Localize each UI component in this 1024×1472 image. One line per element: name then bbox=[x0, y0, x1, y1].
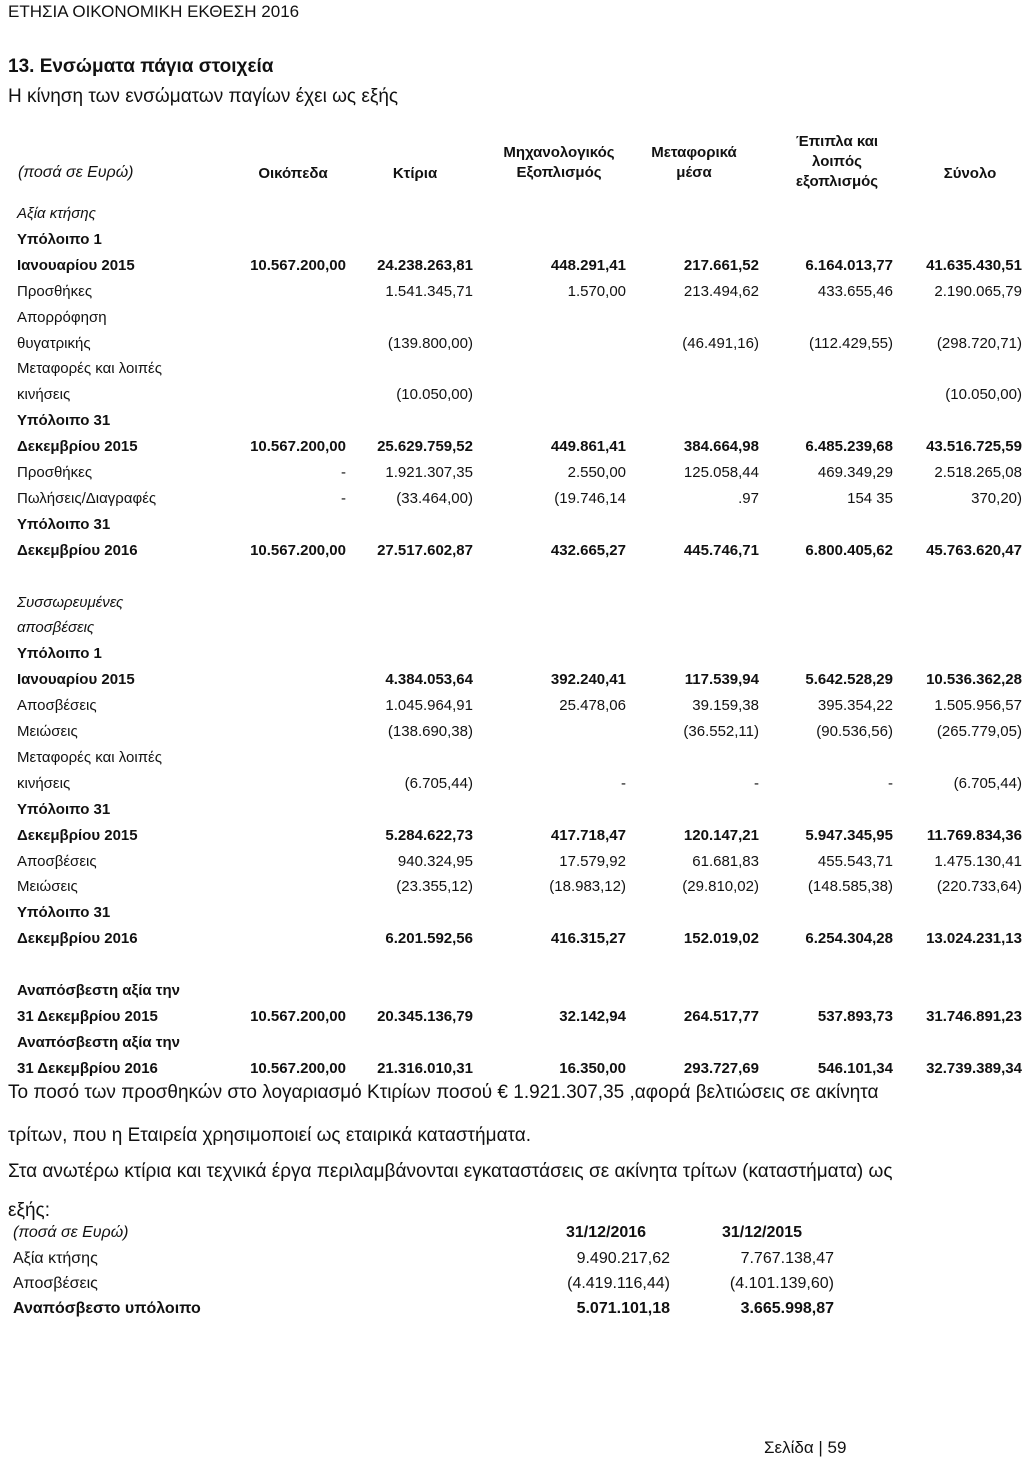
table-row bbox=[0, 438, 1024, 462]
cell-vehicles: 213.494,62 bbox=[683, 283, 759, 300]
cell-buildings: 6.201.592,56 bbox=[385, 930, 473, 947]
cell-vehicles: 264.517,77 bbox=[683, 1008, 759, 1025]
row-label: Ιανουαρίου 2015 bbox=[17, 671, 135, 688]
paragraph-2: τρίτων, που η Εταιρεία χρησιμοποιεί ως εταιρικά καταστήματα. bbox=[8, 1125, 532, 1146]
cell-machinery: 1.570,00 bbox=[567, 283, 626, 300]
cell-vehicles: 217.661,52 bbox=[683, 257, 759, 274]
table-row bbox=[0, 853, 1024, 877]
cell-vehicles: (46.491,16) bbox=[682, 335, 759, 352]
cell-buildings: (23.355,12) bbox=[396, 878, 473, 895]
table-row bbox=[0, 1034, 1024, 1058]
table-row bbox=[0, 878, 1024, 902]
cell-total: 32.739.389,34 bbox=[926, 1060, 1022, 1077]
column-header-total: Σύνολο bbox=[943, 165, 997, 182]
cell-total: 13.024.231,13 bbox=[926, 930, 1022, 947]
cell-vehicles: 384.664,98 bbox=[683, 438, 759, 455]
cell-machinery: 32.142,94 bbox=[559, 1008, 626, 1025]
table-row bbox=[0, 516, 1024, 540]
table-row bbox=[0, 464, 1024, 488]
cell-total: (6.705,44) bbox=[953, 775, 1022, 792]
table-row bbox=[0, 671, 1024, 695]
cell-2016: 5.071.101,18 bbox=[576, 1300, 670, 1317]
cell-machinery: 432.665,27 bbox=[550, 542, 626, 559]
row-label: κινήσεις bbox=[17, 775, 71, 792]
cell-buildings: (10.050,00) bbox=[396, 386, 473, 403]
row-label: Υπόλοιπο 31 bbox=[17, 516, 111, 533]
cell-2015: 7.767.138,47 bbox=[740, 1250, 834, 1267]
cell-machinery: (18.983,12) bbox=[549, 878, 626, 895]
cell-land: - bbox=[341, 464, 346, 481]
cell-total: 1.505.956,57 bbox=[934, 697, 1022, 714]
row-label: Υπόλοιπο 31 bbox=[17, 412, 111, 429]
cell-land: 10.567.200,00 bbox=[250, 257, 346, 274]
row-label: Υπόλοιπο 31 bbox=[17, 904, 111, 921]
row-label: Προσθήκες bbox=[17, 283, 93, 300]
table2-column-2015: 31/12/2015 bbox=[722, 1224, 803, 1241]
cell-land: 10.567.200,00 bbox=[250, 438, 346, 455]
row-label: Αξία κτήσης bbox=[17, 205, 96, 222]
row-label: Δεκεμβρίου 2016 bbox=[17, 930, 138, 947]
cell-vehicles: 39.159,38 bbox=[692, 697, 759, 714]
table-row bbox=[0, 205, 1024, 229]
cell-total: (265.779,05) bbox=[936, 723, 1022, 740]
table-row bbox=[0, 982, 1024, 1006]
cell-land: - bbox=[341, 490, 346, 507]
row-label: 31 Δεκεμβρίου 2015 bbox=[17, 1008, 158, 1025]
cell-furniture: 433.655,46 bbox=[817, 283, 893, 300]
cell-furniture: 6.485.239,68 bbox=[805, 438, 893, 455]
cell-machinery: 448.291,41 bbox=[550, 257, 626, 274]
row-label: Συσσωρευμένες bbox=[17, 594, 124, 611]
cell-vehicles: (29.810,02) bbox=[682, 878, 759, 895]
row-label: αποσβέσεις bbox=[17, 619, 95, 636]
table-row bbox=[0, 568, 1024, 592]
cell-buildings: 1.045.964,91 bbox=[385, 697, 473, 714]
cell-furniture: (90.536,56) bbox=[816, 723, 893, 740]
table-units-label: (ποσά σε Ευρώ) bbox=[18, 164, 134, 181]
cell-total: (220.733,64) bbox=[936, 878, 1022, 895]
cell-total: 41.635.430,51 bbox=[926, 257, 1022, 274]
cell-machinery: 17.579,92 bbox=[559, 853, 626, 870]
table-row bbox=[0, 542, 1024, 566]
table-row bbox=[0, 956, 1024, 980]
table-row bbox=[0, 930, 1024, 954]
cell-total: (10.050,00) bbox=[945, 386, 1022, 403]
row-label: κινήσεις bbox=[17, 386, 71, 403]
cell-machinery: 16.350,00 bbox=[559, 1060, 626, 1077]
cell-total: 11.769.834,36 bbox=[926, 827, 1022, 844]
cell-machinery: 449.861,41 bbox=[550, 438, 626, 455]
cell-total: 45.763.620,47 bbox=[926, 542, 1022, 559]
cell-land: 10.567.200,00 bbox=[250, 1060, 346, 1077]
table-row bbox=[0, 697, 1024, 721]
row-label: Προσθήκες bbox=[17, 464, 93, 481]
table-row bbox=[0, 386, 1024, 410]
cell-vehicles: .97 bbox=[738, 490, 759, 507]
table-row bbox=[0, 749, 1024, 773]
cell-furniture: 6.254.304,28 bbox=[805, 930, 893, 947]
table-row bbox=[0, 412, 1024, 436]
table-row bbox=[0, 827, 1024, 851]
cell-furniture: 5.947.345,95 bbox=[805, 827, 893, 844]
table-row bbox=[0, 645, 1024, 669]
cell-vehicles: (36.552,11) bbox=[683, 723, 759, 740]
page-number: Σελίδα | 59 bbox=[764, 1438, 847, 1457]
cell-furniture: 469.349,29 bbox=[817, 464, 893, 481]
column-header-land: Οικόπεδα bbox=[258, 165, 328, 182]
cell-machinery: (19.746,14 bbox=[554, 490, 626, 507]
table-row bbox=[0, 360, 1024, 384]
row-label: Αναπόσβεστη αξία την bbox=[17, 982, 180, 999]
cell-machinery: 392.240,41 bbox=[550, 671, 626, 688]
cell-furniture: 5.642.528,29 bbox=[805, 671, 893, 688]
cell-vehicles: 293.727,69 bbox=[683, 1060, 759, 1077]
cell-buildings: (138.690,38) bbox=[387, 723, 473, 740]
row-label: Δεκεμβρίου 2016 bbox=[17, 542, 138, 559]
table-row bbox=[0, 335, 1024, 359]
cell-vehicles: 117.539,94 bbox=[684, 671, 759, 688]
cell-2016: 9.490.217,62 bbox=[576, 1250, 670, 1267]
cell-vehicles: 125.058,44 bbox=[683, 464, 759, 481]
cell-total: 2.518.265,08 bbox=[934, 464, 1022, 481]
cell-total: 370,20) bbox=[971, 490, 1022, 507]
cell-buildings: 940.324,95 bbox=[397, 853, 473, 870]
cell-furniture: 395.354,22 bbox=[817, 697, 893, 714]
table-row bbox=[0, 490, 1024, 514]
row-label: Δεκεμβρίου 2015 bbox=[17, 438, 138, 455]
row-label: Υπόλοιπο 1 bbox=[17, 645, 102, 662]
row-label: Μεταφορές και λοιπές bbox=[17, 360, 162, 377]
table-row bbox=[0, 1008, 1024, 1032]
cell-furniture: 546.101,34 bbox=[817, 1060, 893, 1077]
cell-furniture: 6.164.013,77 bbox=[805, 257, 893, 274]
cell-machinery: - bbox=[621, 775, 626, 792]
cell-vehicles: 445.746,71 bbox=[683, 542, 759, 559]
row-label: Ιανουαρίου 2015 bbox=[17, 257, 135, 274]
column-header-furniture: Έπιπλα και λοιπός εξοπλισμός bbox=[795, 133, 879, 190]
cell-machinery: 25.478,06 bbox=[559, 697, 626, 714]
cell-2016: (4.419.116,44) bbox=[567, 1275, 670, 1292]
table-row bbox=[0, 309, 1024, 333]
cell-buildings: 20.345.136,79 bbox=[377, 1008, 473, 1025]
table-row bbox=[0, 723, 1024, 747]
cell-buildings: 24.238.263,81 bbox=[377, 257, 473, 274]
cell-buildings: 25.629.759,52 bbox=[377, 438, 473, 455]
cell-total: 31.746.891,23 bbox=[926, 1008, 1022, 1025]
row-label: Υπόλοιπο 1 bbox=[17, 231, 102, 248]
cell-furniture: 455.543,71 bbox=[817, 853, 893, 870]
cell-machinery: 2.550,00 bbox=[567, 464, 626, 481]
table2-row bbox=[0, 1275, 1024, 1299]
cell-total: 10.536.362,28 bbox=[926, 671, 1022, 688]
table-row bbox=[0, 594, 1024, 618]
report-header: ΕΤΗΣΙΑ ΟΙΚΟΝΟΜΙΚΗ ΕΚΘΕΣΗ 2016 bbox=[8, 2, 300, 21]
cell-buildings: 21.316.010,31 bbox=[377, 1060, 473, 1077]
row-label: Δεκεμβρίου 2015 bbox=[17, 827, 138, 844]
cell-buildings: 1.921.307,35 bbox=[385, 464, 473, 481]
cell-2015: (4.101.139,60) bbox=[729, 1275, 834, 1292]
cell-furniture: (148.585,38) bbox=[807, 878, 893, 895]
cell-furniture: 537.893,73 bbox=[817, 1008, 893, 1025]
section-title: 13. Ενσώματα πάγια στοιχεία bbox=[8, 56, 274, 77]
table-row bbox=[0, 619, 1024, 643]
cell-total: 2.190.065,79 bbox=[934, 283, 1022, 300]
table2-units-label: (ποσά σε Ευρώ) bbox=[13, 1224, 129, 1241]
row-label: Αξία κτήσης bbox=[13, 1250, 98, 1267]
cell-furniture: 154 35 bbox=[847, 490, 893, 507]
cell-vehicles: 61.681,83 bbox=[692, 853, 759, 870]
section-intro: Η κίνηση των ενσώματων παγίων έχει ως εξής bbox=[8, 86, 399, 107]
cell-buildings: 5.284.622,73 bbox=[385, 827, 473, 844]
row-label: θυγατρικής bbox=[17, 335, 91, 352]
cell-land: 10.567.200,00 bbox=[250, 542, 346, 559]
cell-total: 1.475.130,41 bbox=[934, 853, 1022, 870]
row-label: Μειώσεις bbox=[17, 878, 78, 895]
table-row bbox=[0, 801, 1024, 825]
cell-furniture: 6.800.405,62 bbox=[805, 542, 893, 559]
cell-vehicles: 152.019,02 bbox=[683, 930, 759, 947]
row-label: 31 Δεκεμβρίου 2016 bbox=[17, 1060, 158, 1077]
table-row bbox=[0, 775, 1024, 799]
table-row bbox=[0, 904, 1024, 928]
row-label: Μεταφορές και λοιπές bbox=[17, 749, 162, 766]
cell-machinery: 416.315,27 bbox=[550, 930, 626, 947]
cell-2015: 3.665.998,87 bbox=[740, 1300, 834, 1317]
cell-buildings: (6.705,44) bbox=[404, 775, 473, 792]
cell-machinery: 417.718,47 bbox=[550, 827, 626, 844]
row-label: Αποσβέσεις bbox=[13, 1275, 98, 1292]
cell-land: 10.567.200,00 bbox=[250, 1008, 346, 1025]
cell-buildings: (33.464,00) bbox=[396, 490, 473, 507]
column-header-machinery: Μηχανολογικός Εξοπλισμός bbox=[503, 144, 615, 181]
row-label: Πωλήσεις/Διαγραφές bbox=[17, 490, 157, 507]
table2-column-2016: 31/12/2016 bbox=[566, 1224, 647, 1241]
cell-furniture: - bbox=[888, 775, 893, 792]
paragraph-4: εξής: bbox=[8, 1200, 50, 1221]
table-row bbox=[0, 1060, 1024, 1084]
row-label: Αποσβέσεις bbox=[17, 853, 97, 870]
cell-buildings: 27.517.602,87 bbox=[377, 542, 473, 559]
table-row bbox=[0, 231, 1024, 255]
row-label: Αναπόσβεστη αξία την bbox=[17, 1034, 180, 1051]
cell-total: (298.720,71) bbox=[936, 335, 1022, 352]
table2-row bbox=[0, 1250, 1024, 1274]
paragraph-3: Στα ανωτέρω κτίρια και τεχνικά έργα περιλαμβάνονται εγκαταστάσεις σε ακίνητα τρίτων (καταστήματα) ως bbox=[8, 1161, 893, 1182]
row-label: Απορρόφηση bbox=[17, 309, 107, 326]
row-label: Αναπόσβεστο υπόλοιπο bbox=[13, 1300, 201, 1317]
row-label: Υπόλοιπο 31 bbox=[17, 801, 111, 818]
cell-buildings: 1.541.345,71 bbox=[385, 283, 473, 300]
cell-vehicles: 120.147,21 bbox=[683, 827, 759, 844]
cell-vehicles: - bbox=[754, 775, 759, 792]
row-label: Μειώσεις bbox=[17, 723, 78, 740]
table-row bbox=[0, 257, 1024, 281]
table-row bbox=[0, 283, 1024, 307]
cell-buildings: 4.384.053,64 bbox=[385, 671, 473, 688]
cell-furniture: (112.429,55) bbox=[809, 335, 893, 352]
cell-total: 43.516.725,59 bbox=[926, 438, 1022, 455]
table2-row bbox=[0, 1300, 1024, 1324]
column-header-vehicles: Μεταφορικά μέσα bbox=[651, 144, 737, 181]
column-header-buildings: Κτίρια bbox=[392, 165, 438, 182]
cell-buildings: (139.800,00) bbox=[387, 335, 473, 352]
row-label: Αποσβέσεις bbox=[17, 697, 97, 714]
paragraph-1: Το ποσό των προσθηκών στο λογαριασμό Κτιρίων ποσού € 1.921.307,35 ,αφορά βελτιώσεις σε ακίνητα bbox=[8, 1082, 879, 1103]
